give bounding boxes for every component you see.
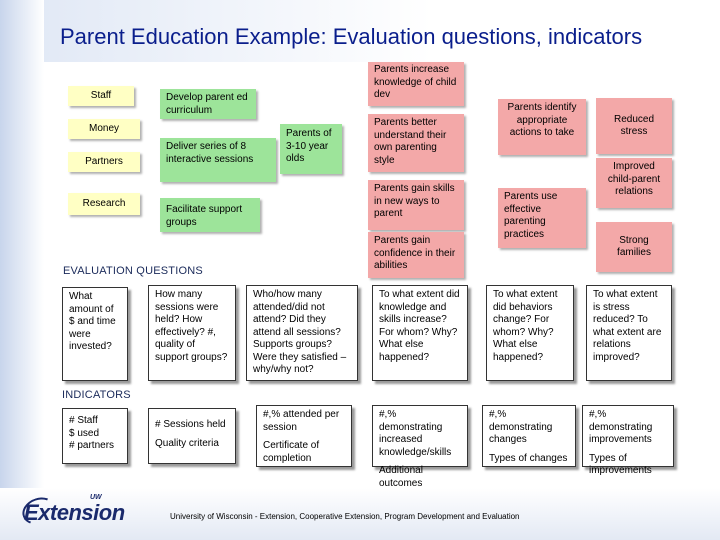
page-title: Parent Education Example: Evaluation questions, indicators [60, 24, 643, 49]
input-partners: Partners [68, 152, 140, 172]
indicator-attendance [256, 405, 352, 467]
indicator-sessions-held: # Sessions held [155, 419, 226, 430]
indicator-knowledge [372, 405, 468, 489]
indicator-knowledge-skills: #,% demonstrating increased knowledge/skills [379, 409, 452, 458]
outcome-gain-confidence: Parents gain confidence in their abilities [368, 232, 464, 278]
input-staff: Staff [68, 86, 134, 106]
outcome-use-practices: Parents use effective parenting practices [498, 188, 586, 248]
indicator-additional: Additional outcomes [379, 465, 423, 489]
indicator-certificate: Certificate of completion [263, 440, 320, 464]
input-money: Money [68, 119, 140, 139]
footer-credit: University of Wisconsin - Extension, Cooperative Extension, Program Development and Evaluation [170, 512, 520, 521]
logo-extension-text: Extension [24, 500, 125, 525]
outcome-improved-relations: Improved child-parent relations [596, 158, 672, 208]
activity-deliver-sessions: Deliver series of 8 interactive sessions [160, 138, 276, 182]
indicator-demonstrating-improvements: #,% demonstrating improvements [589, 409, 653, 445]
activity-facilitate-groups: Facilitate support groups [160, 198, 260, 232]
logo-uw-text: UW [90, 494, 102, 501]
uw-extension-logo [24, 492, 134, 532]
participants-parents: Parents of 3-10 year olds [280, 124, 342, 174]
indicator-types-changes: Types of changes [489, 452, 568, 464]
indicator-attended: #,% attended per session [263, 409, 340, 433]
outcome-knowledge: Parents increase knowledge of child dev [368, 62, 464, 106]
outcome-reduced-stress: Reduced stress [596, 98, 672, 154]
indicator-partners: # partners [69, 440, 115, 451]
question-investment: What amount of $ and time were invested? [62, 287, 128, 381]
indicator-inputs [62, 408, 128, 464]
input-research: Research [68, 193, 140, 215]
question-sessions: How many sessions were held? How effectively? #, quality of support groups? [148, 285, 236, 381]
outcome-gain-skills: Parents gain skills in new ways to parent [368, 180, 464, 230]
activity-develop-curriculum: Develop parent ed curriculum [160, 89, 256, 119]
question-attendance: Who/how many attended/did not attend? Did they attend all sessions? Supports groups? Were they satisfied – why/why not? [246, 285, 358, 381]
question-behaviors: To what extent did behaviors change? For whom? Why? What else happened? [486, 285, 574, 381]
indicator-quality: Quality criteria [155, 437, 219, 449]
question-knowledge-skills: To what extent did knowledge and skills increase? For whom? Why? What else happened? [372, 285, 468, 381]
question-stress-relations: To what extent is stress reduced? To what extent are relations improved? [586, 285, 672, 381]
left-margin-background [0, 0, 44, 540]
indicator-improvements [582, 405, 674, 476]
indicator-changes: #,% demonstrating changes [489, 409, 553, 445]
outcome-understand-style: Parents better understand their own parenting style [368, 114, 464, 172]
indicator-behaviors [482, 405, 576, 467]
outcome-strong-families: Strong families [596, 222, 672, 272]
indicator-sessions [148, 408, 236, 464]
indicators-heading: INDICATORS [62, 389, 131, 401]
outcome-identify-actions: Parents identify appropriate actions to take [498, 99, 586, 155]
indicator-money: $ used [69, 427, 100, 439]
evaluation-questions-heading: EVALUATION QUESTIONS [63, 265, 203, 277]
indicator-staff: # Staff [69, 415, 98, 426]
indicator-types-improvements: Types of improvements [589, 452, 652, 476]
